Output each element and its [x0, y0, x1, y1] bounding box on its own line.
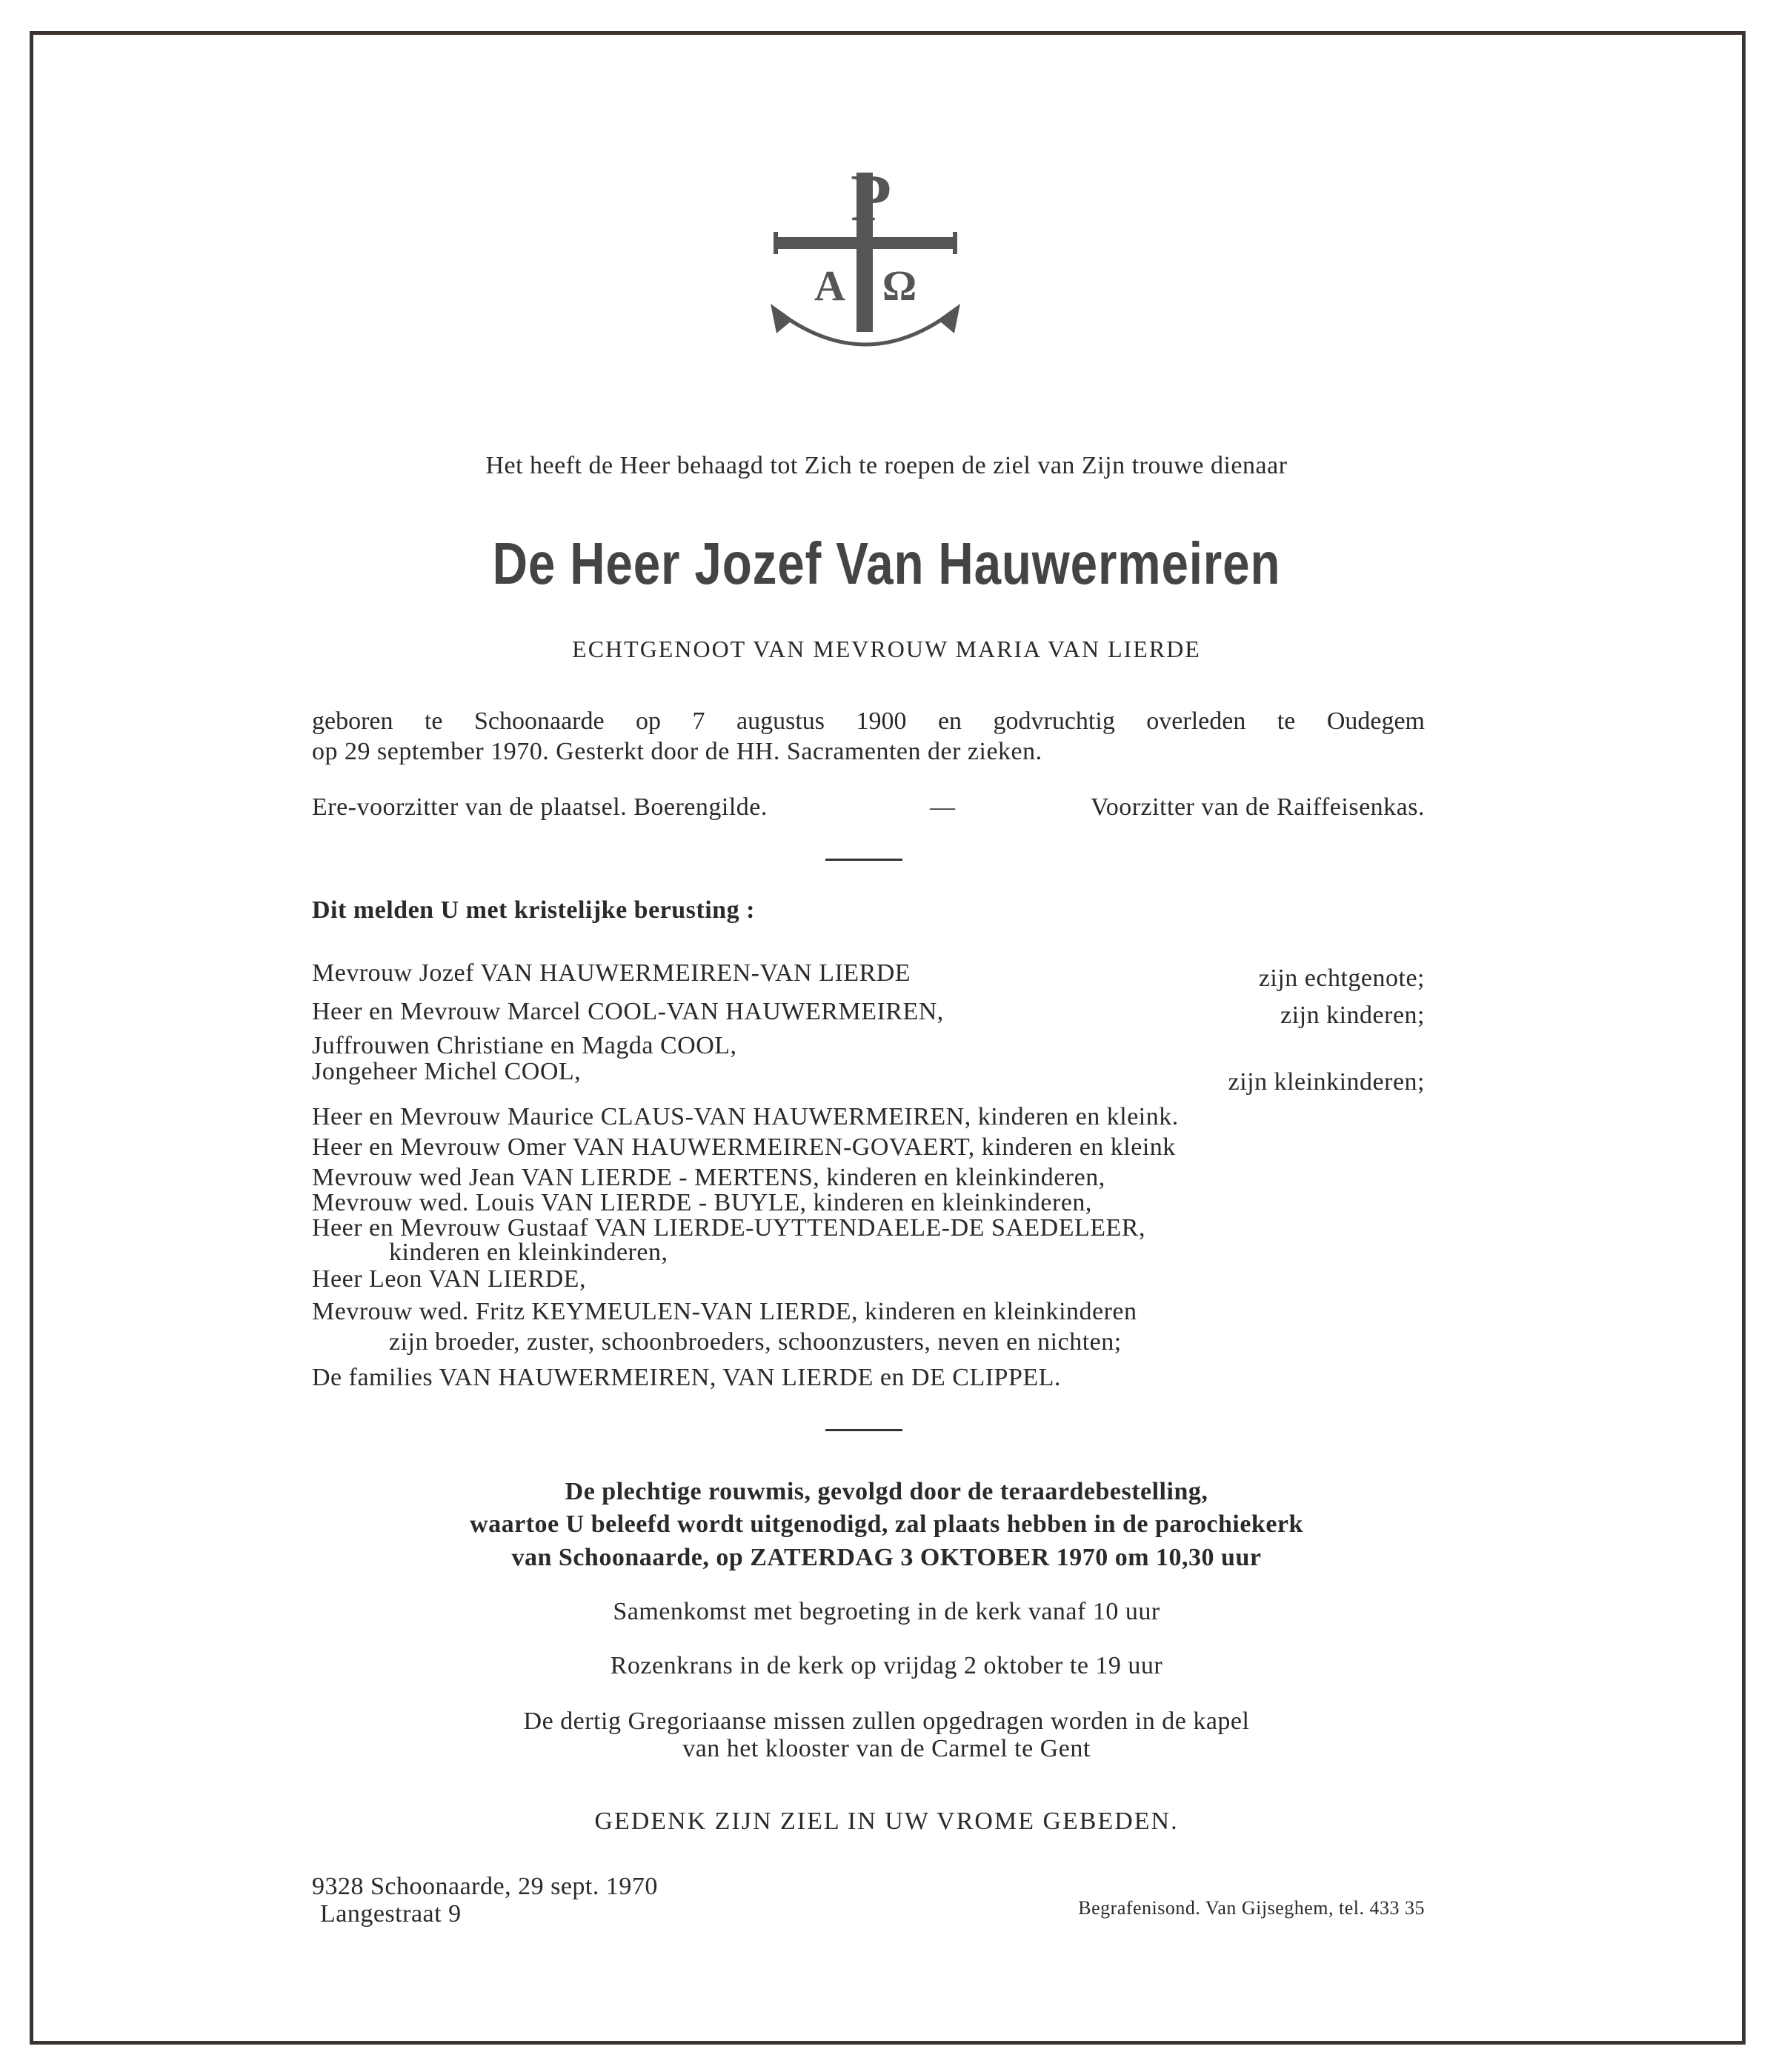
role-dash: — — [930, 793, 956, 821]
family-relation: zijn kinderen; — [1280, 1002, 1425, 1029]
rosary-text: Rozenkrans in de kerk op vrijdag 2 oktober te 19 uur — [610, 1652, 1163, 1679]
family-line: Heer Leon VAN LIERDE, — [312, 1265, 586, 1293]
family-line: Heer en Mevrouw Marcel COOL-VAN HAUWERMEIREN, — [312, 998, 944, 1025]
symbol-letter: Ω — [882, 262, 917, 310]
deceased-name: De Heer Jozef Van Hauwermeiren — [492, 530, 1281, 596]
footer-place-date: 9328 Schoonaarde, 29 sept. 1970 — [312, 1873, 658, 1900]
service-line: waartoe U beleefd wordt uitgenodigd, zal plaats hebben in de parochiekerk — [470, 1510, 1303, 1538]
divider — [825, 1429, 902, 1431]
role-left: Ere-voorzitter van de plaatsel. Boerengilde. — [312, 793, 768, 821]
gathering-text: Samenkomst met begroeting in de kerk vanaf 10 uur — [613, 1598, 1160, 1625]
family-line: Mevrouw wed Jean VAN LIERDE - MERTENS, kinderen en kleinkinderen, — [312, 1164, 1105, 1191]
anchor-chi-rho-alpha-omega-icon — [769, 167, 962, 359]
family-line: Mevrouw Jozef VAN HAUWERMEIREN-VAN LIERDE — [312, 959, 911, 987]
family-line: zijn broeder, zuster, schoonbroeders, schoonzusters, neven en nichten; — [389, 1328, 1122, 1356]
footer-street: Langestraat 9 — [320, 1900, 462, 1928]
role-right: Voorzitter van de Raiffeisenkas. — [1091, 793, 1425, 821]
family-relation: zijn echtgenote; — [1258, 965, 1425, 992]
closing-text: GEDENK ZIJN ZIEL IN UW VROME GEBEDEN. — [594, 1808, 1179, 1835]
family-line: Juffrouwen Christiane en Magda COOL, — [312, 1032, 737, 1059]
family-line: De families VAN HAUWERMEIREN, VAN LIERDE en DE CLIPPEL. — [312, 1364, 1061, 1391]
announce-text: Dit melden U met kristelijke berusting : — [312, 896, 755, 924]
spouse-line: ECHTGENOOT VAN MEVROUW MARIA VAN LIERDE — [572, 636, 1201, 662]
footer-undertaker: Begrafenisond. Van Gijseghem, tel. 433 35 — [1078, 1897, 1425, 1919]
masses-line: van het klooster van de Carmel te Gent — [682, 1735, 1091, 1762]
divider — [825, 859, 902, 861]
intro-text: Het heeft de Heer behaagd tot Zich te roepen de ziel van Zijn trouwe dienaar — [485, 452, 1288, 479]
family-line: Mevrouw wed. Fritz KEYMEULEN-VAN LIERDE, kinderen en kleinkinderen — [312, 1298, 1137, 1325]
family-line: Jongeheer Michel COOL, — [312, 1058, 582, 1085]
family-line: Heer en Mevrouw Omer VAN HAUWERMEIREN-GOVAERT, kinderen en kleink — [312, 1133, 1176, 1161]
family-line: Heer en Mevrouw Maurice CLAUS-VAN HAUWERMEIREN, kinderen en kleink. — [312, 1103, 1179, 1130]
family-line: Heer en Mevrouw Gustaaf VAN LIERDE-UYTTENDAELE-DE SAEDELEER, — [312, 1214, 1145, 1242]
service-line: De plechtige rouwmis, gevolgd door de teraardebestelling, — [565, 1478, 1208, 1505]
service-line: van Schoonaarde, op ZATERDAG 3 OKTOBER 1970 om 10,30 uur — [511, 1544, 1262, 1571]
masses-line: De dertig Gregoriaanse missen zullen opgedragen worden in de kapel — [523, 1708, 1250, 1735]
symbol-letter: P — [851, 167, 891, 235]
bio-line-2: op 29 september 1970. Gesterkt door de HH. Sacramenten der zieken. — [312, 738, 1042, 765]
bio-line-1: geboren te Schoonaarde op 7 augustus 1900 en godvruchtig overleden te Oudegem — [312, 707, 1425, 735]
family-line: kinderen en kleinkinderen, — [389, 1239, 668, 1266]
symbol-letter: A — [814, 262, 845, 310]
family-relation: zijn kleinkinderen; — [1228, 1068, 1425, 1096]
family-line: Mevrouw wed. Louis VAN LIERDE - BUYLE, kinderen en kleinkinderen, — [312, 1189, 1092, 1216]
